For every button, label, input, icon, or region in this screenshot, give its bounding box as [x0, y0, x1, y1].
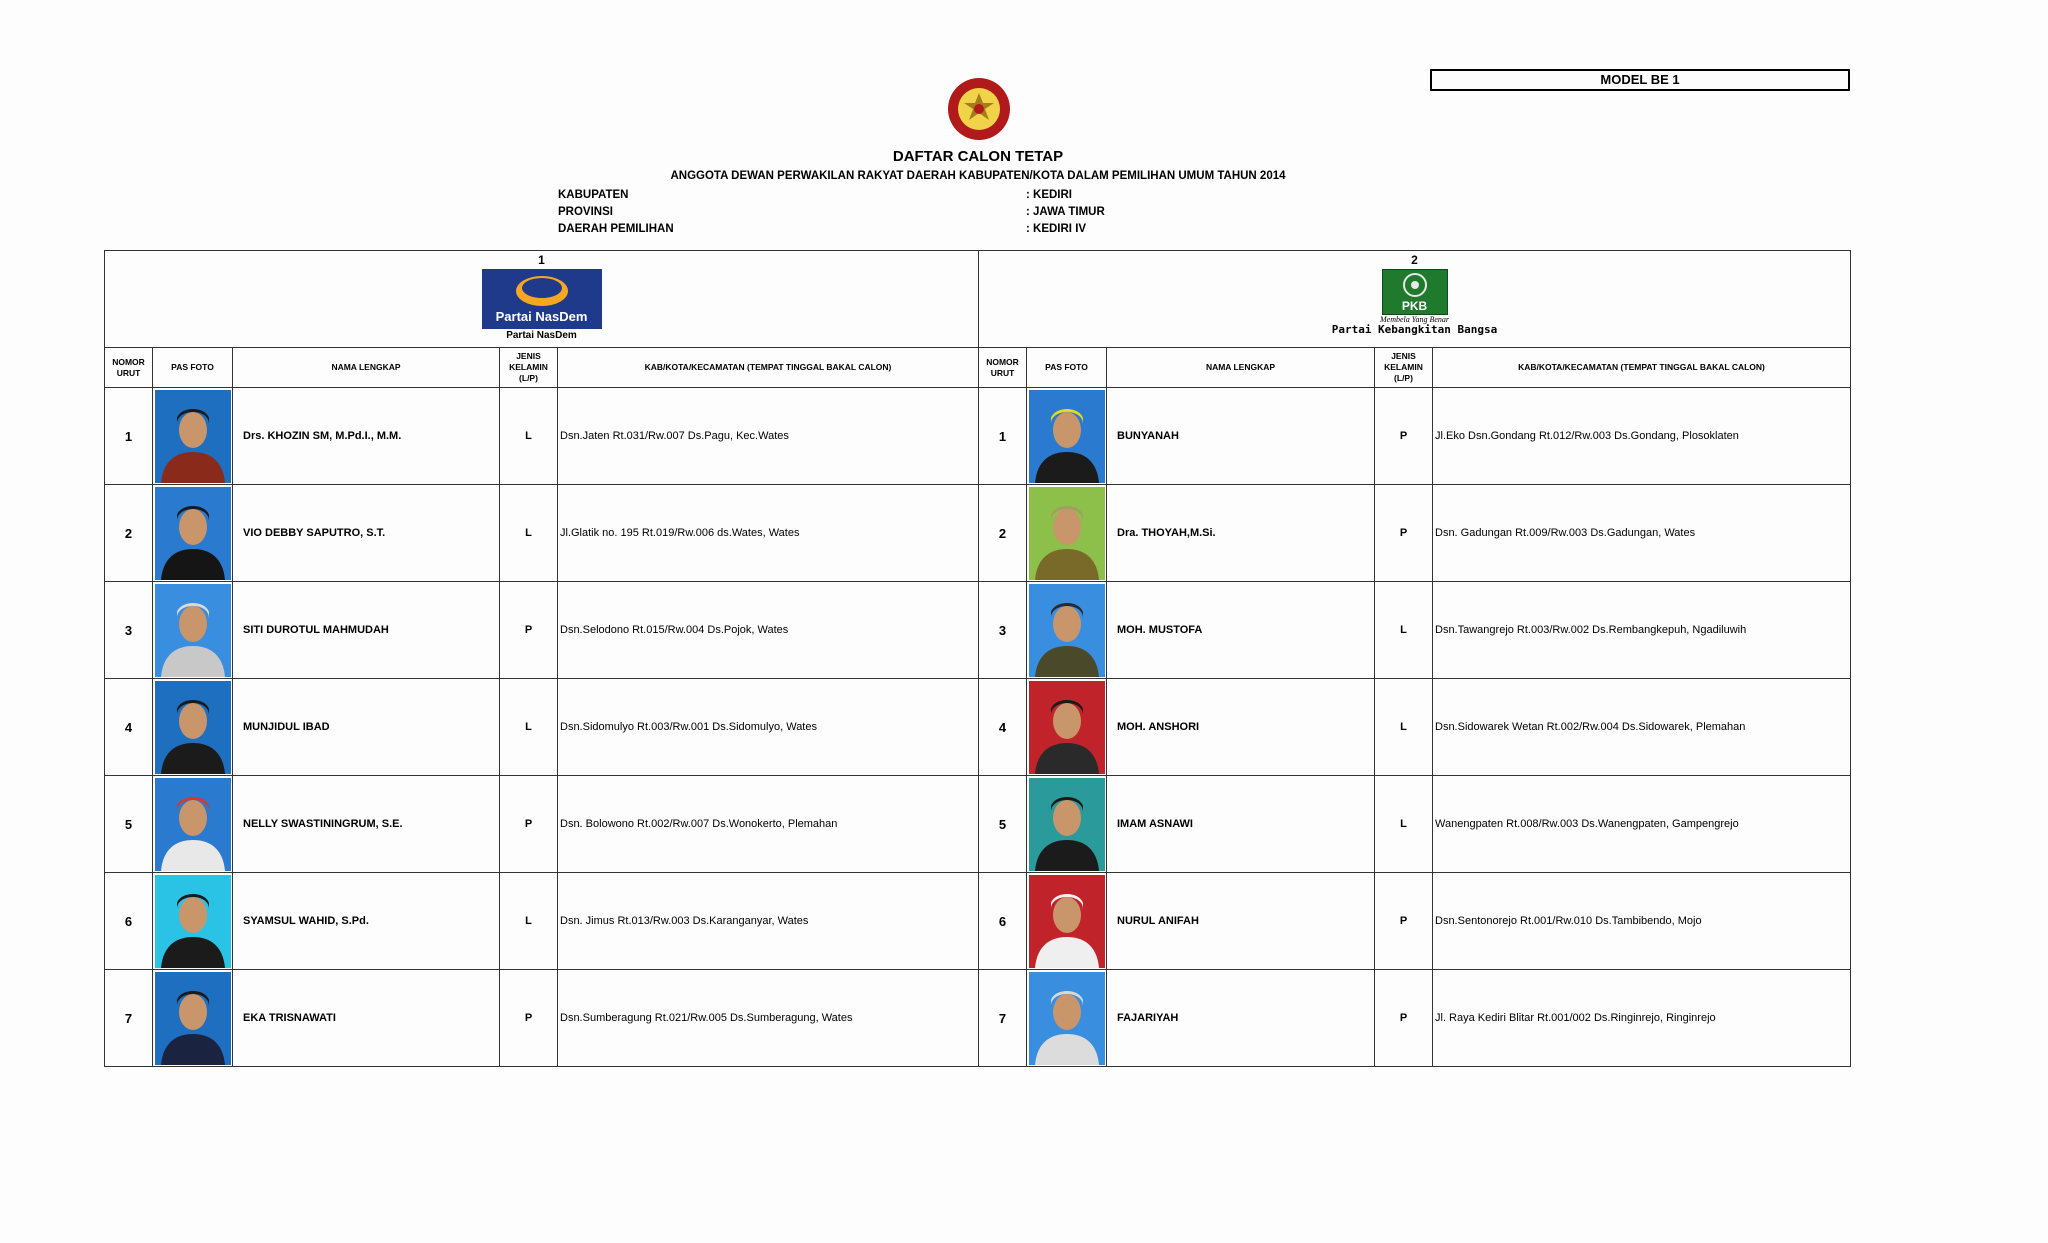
candidate-photo — [1027, 582, 1107, 679]
candidate-address: Dsn. Jimus Rt.013/Rw.003 Ds.Karanganyar, Wates — [558, 873, 979, 970]
candidate-address: Jl. Raya Kediri Blitar Rt.001/002 Ds.Ringinrejo, Ringinrejo — [1433, 970, 1851, 1067]
meta-value-kabupaten: : KEDIRI — [1026, 189, 1072, 201]
col-alamat: KAB/KOTA/KECAMATAN (TEMPAT TINGGAL BAKAL CALON) — [558, 348, 979, 388]
portrait-image — [1029, 681, 1105, 774]
portrait-image — [1029, 972, 1105, 1065]
candidate-name: SYAMSUL WAHID, S.Pd. — [233, 873, 500, 970]
meta-value-dapil: : KEDIRI IV — [1026, 223, 1087, 235]
table-row — [105, 873, 1851, 970]
candidate-address: Dsn.Sidowarek Wetan Rt.002/Rw.004 Ds.Sidowarek, Plemahan — [1433, 679, 1851, 776]
candidate-number: 6 — [105, 873, 153, 970]
candidate-address: Dsn. Gadungan Rt.009/Rw.003 Ds.Gadungan, Wates — [1433, 485, 1851, 582]
candidate-number: 7 — [105, 970, 153, 1067]
candidate-number: 5 — [979, 776, 1027, 873]
candidate-number: 6 — [979, 873, 1027, 970]
candidate-name: Drs. KHOZIN SM, M.Pd.I., M.M. — [233, 388, 500, 485]
portrait-image — [155, 972, 231, 1065]
candidate-address: Dsn.Sumberagung Rt.021/Rw.005 Ds.Sumberagung, Wates — [558, 970, 979, 1067]
candidate-name: SITI DUROTUL MAHMUDAH — [233, 582, 500, 679]
candidate-address: Dsn.Selodono Rt.015/Rw.004 Ds.Pojok, Wates — [558, 582, 979, 679]
candidate-photo — [1027, 873, 1107, 970]
candidate-number: 2 — [979, 485, 1027, 582]
candidate-photo — [153, 582, 233, 679]
candidate-sex: L — [500, 485, 558, 582]
candidate-sex: L — [500, 388, 558, 485]
candidate-address: Dsn.Sentonorejo Rt.001/Rw.010 Ds.Tambibendo, Mojo — [1433, 873, 1851, 970]
candidate-address: Jl.Eko Dsn.Gondang Rt.012/Rw.003 Ds.Gondang, Plosoklaten — [1433, 388, 1851, 485]
candidate-photo — [153, 776, 233, 873]
candidate-sex: L — [500, 873, 558, 970]
col-jenis-kelamin: JENIS KELAMIN (L/P) — [500, 348, 558, 388]
candidate-name: EKA TRISNAWATI — [233, 970, 500, 1067]
portrait-image — [1029, 875, 1105, 968]
col-jenis-kelamin: JENIS KELAMIN (L/P) — [1375, 348, 1433, 388]
candidate-name: MOH. ANSHORI — [1107, 679, 1375, 776]
portrait-image — [1029, 390, 1105, 483]
candidate-sex: P — [500, 970, 558, 1067]
candidate-sex: P — [1375, 873, 1433, 970]
table-row — [105, 485, 1851, 582]
pkb-logo-text: PKB — [1401, 299, 1428, 313]
candidate-name: BUNYANAH — [1107, 388, 1375, 485]
candidate-number: 1 — [979, 388, 1027, 485]
portrait-image — [155, 584, 231, 677]
portrait-image — [1029, 778, 1105, 871]
party-header-pkb — [979, 251, 1851, 348]
candidate-sex: P — [1375, 485, 1433, 582]
table-row — [105, 388, 1851, 485]
portrait-image — [155, 875, 231, 968]
portrait-image — [155, 487, 231, 580]
pkb-logo — [1382, 269, 1448, 315]
col-nomor-urut: NOMOR URUT — [979, 348, 1027, 388]
candidate-photo — [153, 388, 233, 485]
table-row — [105, 970, 1851, 1067]
table-row — [105, 776, 1851, 873]
candidate-sex: L — [1375, 776, 1433, 873]
candidate-name: MUNJIDUL IBAD — [233, 679, 500, 776]
portrait-image — [1029, 487, 1105, 580]
candidate-sex: P — [500, 582, 558, 679]
candidate-name: Dra. THOYAH,M.Si. — [1107, 485, 1375, 582]
page-title: DAFTAR CALON TETAP — [892, 148, 1064, 165]
candidate-name: NURUL ANIFAH — [1107, 873, 1375, 970]
candidate-name: IMAM ASNAWI — [1107, 776, 1375, 873]
candidate-name: NELLY SWASTININGRUM, S.E. — [233, 776, 500, 873]
candidate-photo — [1027, 485, 1107, 582]
candidate-sex: P — [1375, 388, 1433, 485]
col-alamat: KAB/KOTA/KECAMATAN (TEMPAT TINGGAL BAKAL CALON) — [1433, 348, 1851, 388]
candidate-number: 5 — [105, 776, 153, 873]
kpu-emblem — [944, 76, 1014, 142]
portrait-image — [155, 681, 231, 774]
candidate-photo — [153, 873, 233, 970]
nasdem-logo — [482, 269, 602, 329]
portrait-image — [1029, 584, 1105, 677]
party-caption: Partai NasDem — [506, 330, 577, 341]
candidate-number: 4 — [105, 679, 153, 776]
nasdem-logo-text: Partai NasDem — [495, 309, 588, 324]
candidate-name: FAJARIYAH — [1107, 970, 1375, 1067]
party-number: 2 — [1411, 253, 1418, 267]
candidate-name: VIO DEBBY SAPUTRO, S.T. — [233, 485, 500, 582]
candidate-sex: L — [1375, 679, 1433, 776]
candidate-photo — [1027, 970, 1107, 1067]
candidate-address: Wanengpaten Rt.008/Rw.003 Ds.Wanengpaten, Gampengrejo — [1433, 776, 1851, 873]
portrait-image — [155, 778, 231, 871]
party-header-nasdem — [105, 251, 979, 348]
table-row — [105, 679, 1851, 776]
candidate-photo — [153, 485, 233, 582]
candidate-number: 3 — [979, 582, 1027, 679]
model-label: MODEL BE 1 — [1430, 69, 1850, 91]
candidate-number: 1 — [105, 388, 153, 485]
candidate-number: 2 — [105, 485, 153, 582]
col-nomor-urut: NOMOR URUT — [105, 348, 153, 388]
candidate-rows — [105, 388, 1851, 1067]
candidate-photo — [153, 970, 233, 1067]
portrait-image — [155, 390, 231, 483]
col-pas-foto: PAS FOTO — [1027, 348, 1107, 388]
candidate-address: Dsn.Tawangrejo Rt.003/Rw.002 Ds.Rembangkepuh, Ngadiluwih — [1433, 582, 1851, 679]
candidate-photo — [1027, 388, 1107, 485]
candidate-sex: L — [500, 679, 558, 776]
candidate-number: 7 — [979, 970, 1027, 1067]
candidate-address: Dsn.Jaten Rt.031/Rw.007 Ds.Pagu, Kec.Wates — [558, 388, 979, 485]
candidate-photo — [153, 679, 233, 776]
meta-label-kabupaten: KABUPATEN — [558, 189, 629, 201]
candidate-photo — [1027, 679, 1107, 776]
candidate-photo — [1027, 776, 1107, 873]
page-subtitle: ANGGOTA DEWAN PERWAKILAN RAKYAT DAERAH KABUPATEN/KOTA DALAM PEMILIHAN UMUM TAHUN 2014 — [670, 170, 1286, 182]
meta-label-dapil: DAERAH PEMILIHAN — [558, 223, 674, 235]
candidate-address: Dsn. Bolowono Rt.002/Rw.007 Ds.Wonokerto, Plemahan — [558, 776, 979, 873]
party-caption: Partai Kebangkitan Bangsa — [1331, 323, 1498, 336]
col-nama-lengkap: NAMA LENGKAP — [233, 348, 500, 388]
candidate-number: 3 — [105, 582, 153, 679]
candidate-address: Dsn.Sidomulyo Rt.003/Rw.001 Ds.Sidomulyo, Wates — [558, 679, 979, 776]
candidate-address: Jl.Glatik no. 195 Rt.019/Rw.006 ds.Wates, Wates — [558, 485, 979, 582]
candidate-number: 4 — [979, 679, 1027, 776]
candidate-sex: P — [500, 776, 558, 873]
col-pas-foto: PAS FOTO — [153, 348, 233, 388]
candidate-table — [104, 250, 1851, 1067]
candidate-sex: P — [1375, 970, 1433, 1067]
candidate-name: MOH. MUSTOFA — [1107, 582, 1375, 679]
party-number: 1 — [538, 253, 545, 267]
col-nama-lengkap: NAMA LENGKAP — [1107, 348, 1375, 388]
table-row — [105, 582, 1851, 679]
meta-value-provinsi: : JAWA TIMUR — [1026, 206, 1105, 218]
candidate-sex: L — [1375, 582, 1433, 679]
meta-label-provinsi: PROVINSI — [558, 206, 613, 218]
pkb-motto: Membela Yang Benar — [1379, 315, 1450, 324]
